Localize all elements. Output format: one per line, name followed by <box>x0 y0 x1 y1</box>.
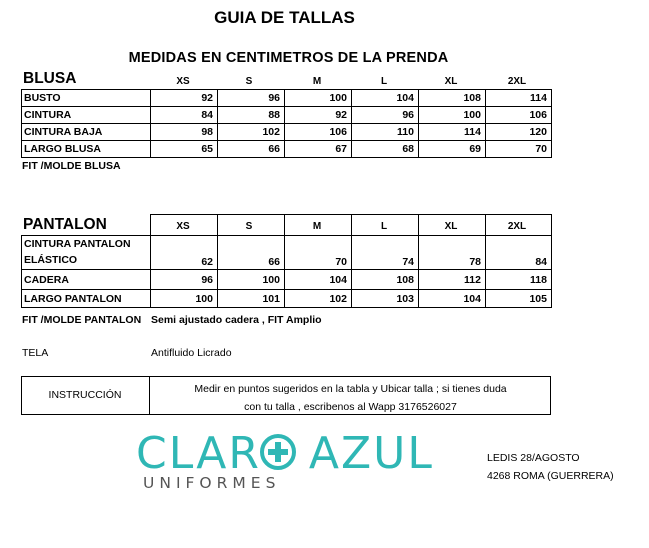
table-cell: 84 <box>151 107 218 124</box>
table-cell: 100 <box>285 90 352 107</box>
pantalon-header-grid <box>21 214 552 236</box>
table-cell: 114 <box>419 124 486 141</box>
table-cell: 105 <box>486 290 552 308</box>
address-line-1: LEDIS 28/AGOSTO <box>487 452 580 464</box>
pantalon-fit-value: Semi ajustado cadera , FIT Amplio <box>151 314 322 326</box>
table-row <box>22 141 552 158</box>
table-cell: 69 <box>419 141 486 158</box>
row-label: CINTURA <box>22 107 151 124</box>
table-cell: 62 <box>151 236 218 270</box>
table-row <box>22 90 552 107</box>
pantalon-size-header: M <box>312 221 322 232</box>
table-cell: 70 <box>285 236 352 270</box>
blusa-size-header: M <box>312 76 322 87</box>
row-label: BUSTO <box>22 90 151 107</box>
table-cell: 102 <box>218 124 285 141</box>
row-label: LARGO PANTALON <box>22 290 151 308</box>
table-cell: 66 <box>218 236 285 270</box>
blusa-size-header: L <box>380 76 388 87</box>
table-cell: 96 <box>151 270 218 290</box>
brand-tagline: UNIFORMES <box>143 474 281 492</box>
table-cell: 101 <box>218 290 285 308</box>
table-cell: 104 <box>352 90 419 107</box>
table-cell: 66 <box>218 141 285 158</box>
table-cell: 108 <box>352 270 419 290</box>
address-line-2: 4268 ROMA (GUERRERA) <box>487 470 614 482</box>
table-cell: 68 <box>352 141 419 158</box>
tela-value: Antifluido Licrado <box>151 347 232 359</box>
pantalon-size-header: L <box>380 221 388 232</box>
pantalon-fit-label: FIT /MOLDE PANTALON <box>22 314 142 326</box>
instruction-line-1: Medir en puntos sugeridos en la tabla y Ubicar talla ; si tienes duda <box>194 383 507 395</box>
plus-in-circle-icon <box>259 433 297 471</box>
pantalon-section-label: PANTALON <box>23 216 107 233</box>
blusa-table <box>21 89 552 158</box>
table-cell: 65 <box>151 141 218 158</box>
pantalon-size-header: XL <box>444 221 458 232</box>
logo-text-left: CLAR <box>136 428 261 479</box>
table-row <box>22 124 552 141</box>
table-cell: 96 <box>352 107 419 124</box>
table-cell: 100 <box>151 290 218 308</box>
blusa-size-header: 2XL <box>507 76 527 87</box>
tela-label: TELA <box>22 347 49 359</box>
blusa-size-header: XL <box>444 76 458 87</box>
table-cell: 98 <box>151 124 218 141</box>
table-cell: 96 <box>218 90 285 107</box>
table-cell: 102 <box>285 290 352 308</box>
table-row <box>22 270 552 290</box>
row-label: CADERA <box>22 270 151 290</box>
table-cell: 92 <box>285 107 352 124</box>
pantalon-size-header: 2XL <box>507 221 527 232</box>
table-cell: 118 <box>486 270 552 290</box>
blusa-size-header: S <box>245 76 253 87</box>
table-cell: 106 <box>486 107 552 124</box>
page-subtitle: MEDIDAS EN CENTIMETROS DE LA PRENDA <box>128 50 449 66</box>
page-title: GUIA DE TALLAS <box>214 8 355 27</box>
row-label-line: CINTURA PANTALON <box>24 238 131 250</box>
table-cell: 106 <box>285 124 352 141</box>
table-cell: 120 <box>486 124 552 141</box>
table-cell: 112 <box>419 270 486 290</box>
table-cell: 104 <box>285 270 352 290</box>
table-cell: 108 <box>419 90 486 107</box>
table-cell: 67 <box>285 141 352 158</box>
pantalon-size-header: S <box>245 221 253 232</box>
table-cell: 104 <box>419 290 486 308</box>
table-cell: 70 <box>486 141 552 158</box>
row-label-line: ELÁSTICO <box>24 254 78 266</box>
pantalon-size-header: XS <box>176 221 190 232</box>
table-cell: 74 <box>352 236 419 270</box>
table-cell: 100 <box>218 270 285 290</box>
table-cell: 84 <box>486 236 552 270</box>
table-cell: 78 <box>419 236 486 270</box>
row-label <box>22 236 151 270</box>
instruction-label: INSTRUCCIÓN <box>48 389 122 401</box>
table-row <box>22 290 552 308</box>
row-label: LARGO BLUSA <box>22 141 151 158</box>
instruction-line-2: con tu talla , escribenos al Wapp 3176526027 <box>244 401 457 413</box>
table-cell: 103 <box>352 290 419 308</box>
logo-text-right: AZUL <box>308 428 434 479</box>
table-row <box>22 107 552 124</box>
table-row <box>22 236 552 270</box>
blusa-fit-label: FIT /MOLDE BLUSA <box>22 160 121 172</box>
table-cell: 88 <box>218 107 285 124</box>
pantalon-table <box>21 235 552 308</box>
table-cell: 110 <box>352 124 419 141</box>
table-cell: 100 <box>419 107 486 124</box>
brand-logo <box>136 428 434 479</box>
blusa-section-label: BLUSA <box>23 70 77 87</box>
table-cell: 92 <box>151 90 218 107</box>
row-label: CINTURA BAJA <box>22 124 151 141</box>
table-cell: 114 <box>486 90 552 107</box>
blusa-size-header: XS <box>176 76 190 87</box>
